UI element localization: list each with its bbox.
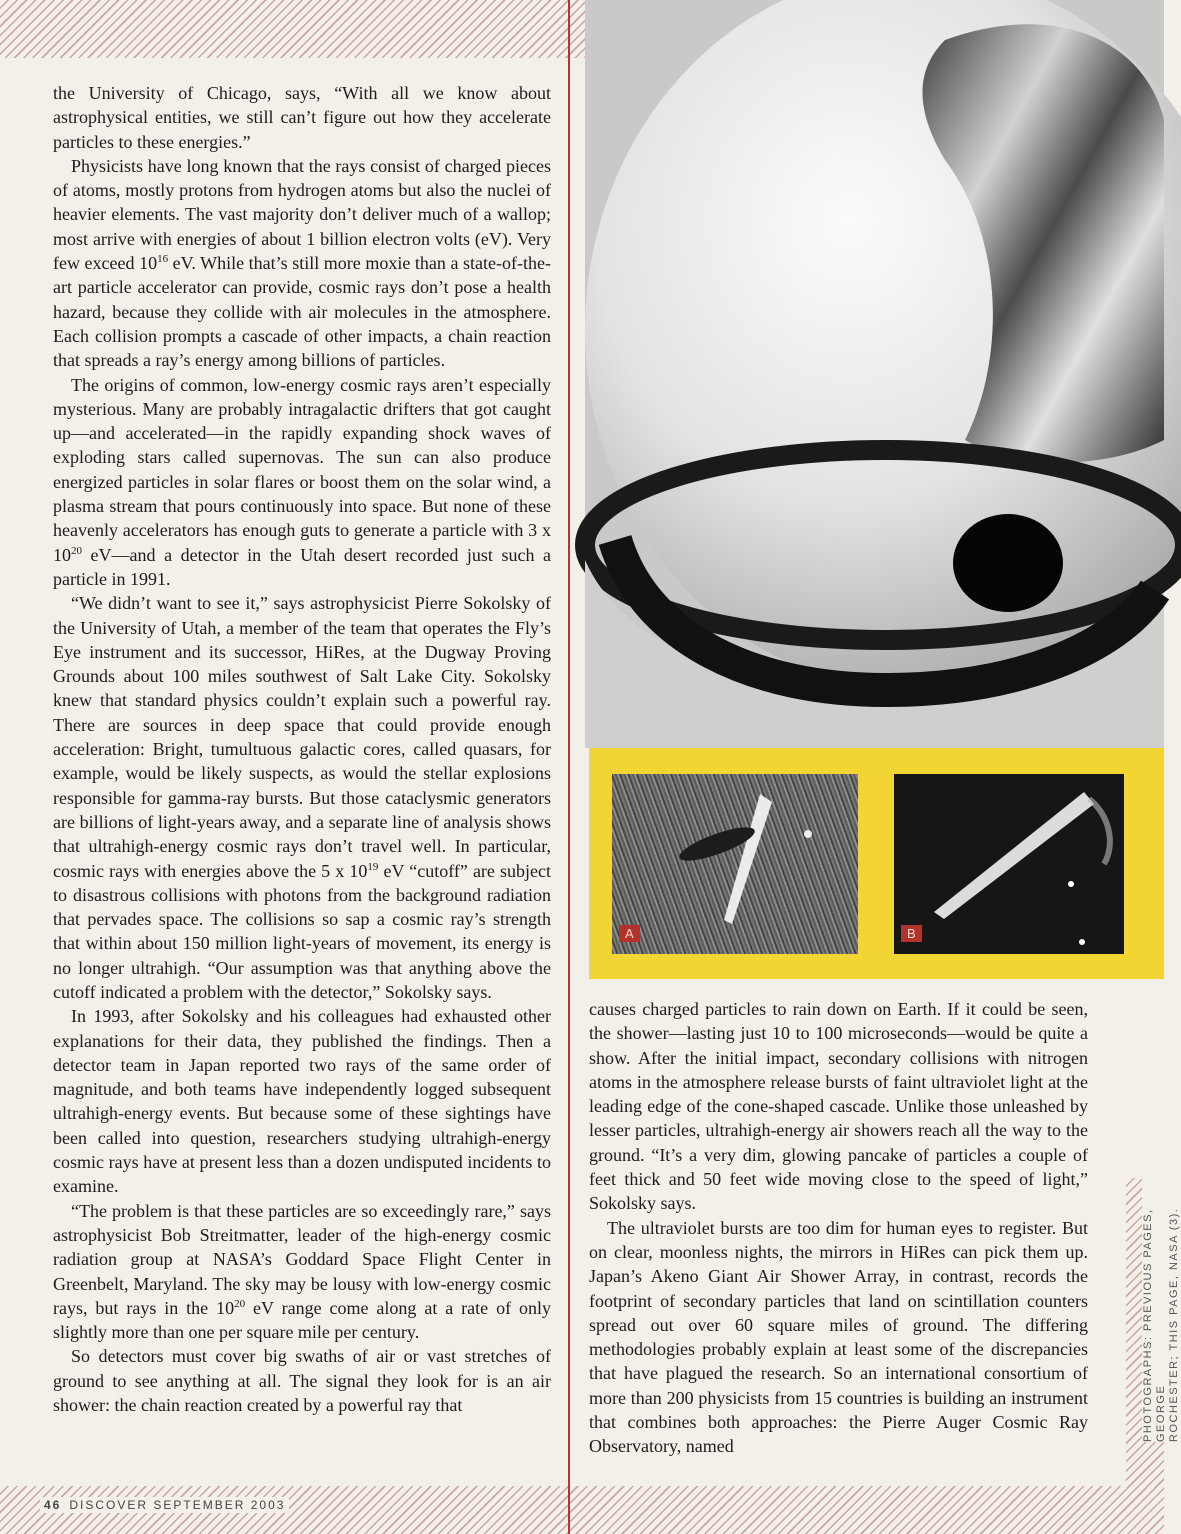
column-divider-rule [568, 0, 570, 1534]
paragraph: the University of Chicago, says, “With all we know about astrophysical entities, we still can’t figure out how they accelerate particles to these energies.” [53, 83, 551, 152]
detector-mirror-photo [585, 0, 1164, 748]
figure-label-a: A [619, 925, 640, 942]
paragraph: In 1993, after Sokolsky and his colleagues had exhausted other explanations for their data, they published the findings. Then a detector team in Japan reported two rays of the same order of magnitude, and both teams have independently logged subsequent ultrahigh-energy events. But because some of these sightings have been called into question, researchers studying ultrahigh-energy cosmic rays have at present less than a dozen undisputed incidents to examine. [53, 1006, 551, 1197]
paragraph: The origins of common, low-energy cosmic rays aren’t especially mysterious. Many are probably intragalactic drifters that got caught up—and accelerated—in the rapidly expanding shock waves of exploding stars called supernovas. The sun can also produce energized particles in solar flares or boost them on the solar wind, a plasma stream that pours continuously into space. But none of these heavenly accelerators has enough guts to generate a particle with 3 x $10^{20}$ eV—and a detector in the Utah desert recorded just such a particle in 1991. [53, 374, 551, 589]
paragraph: The ultraviolet bursts are too dim for human eyes to register. But on clear, moonless nights, the mirrors in HiRes can pick them up. Japan’s Akeno Giant Air Shower Array, in contrast, records the footprint of secondary particles that land on scintillation counters spread out over 60 square miles of ground. The differing methodologies probably explain at least some of the discrepancies that have plagued the research. So an international consortium of more than 200 physicists from 15 countries is building an instrument that combines both approaches: the Pierre Auger Cosmic Ray Observatory, named [589, 1217, 1088, 1457]
photo-credit: PHOTOGRAPHS: PREVIOUS PAGES, GEORGE ROCHESTER; THIS PAGE, NASA (3). [1142, 1152, 1181, 1442]
figure-label-b: B [901, 925, 922, 942]
shower-streak-b [894, 774, 1124, 954]
magazine-issue: DISCOVER SEPTEMBER 2003 [69, 1498, 286, 1512]
paragraph: Physicists have long known that the rays consist of charged pieces of atoms, mostly protons from hydrogen atoms but also the nuclei of heavier elements. The vast majority don’t deliver much of a wallop; most arrive with energies of about 1 billion electron volts (eV). Very few exceed $10^{16}$ eV. While that’s still more moxie than a state-of-the-art particle accelerator can provide, cosmic rays don’t pose a health hazard, because they collide with air molecules in the atmosphere. Each collision prompts a cascade of other impacts, a chain reaction that spreads a ray’s energy among billions of particles. [53, 155, 551, 371]
article-column-left [53, 81, 551, 1417]
paragraph: “The problem is that these particles are so exceedingly rare,” says astrophysicist Bob Streitmatter, leader of the high-energy cosmic radiation group at NASA’s Goddard Space Flight Center in Greenbelt, Maryland. The sky may be lousy with low-energy cosmic rays, but rays in the $10^{20}$ eV range come along at a rate of only slightly more than one per square mile per century. [53, 1200, 552, 1343]
figure-inset-panel [589, 748, 1164, 979]
shower-streak-a [612, 774, 858, 954]
article-column-right [589, 997, 1088, 1459]
paragraph: causes charged particles to rain down on Earth. If it could be seen, the shower—lasting just 10 to 100 microseconds—would be quite a show. After the initial impact, secondary collisions with nitrogen atoms in the atmosphere release bursts of faint ultraviolet light at the leading edge of the cone-shaped cascade. Unlike those unleashed by lesser particles, ultrahigh-energy air showers reach all the way to the ground. “It’s a very dim, glowing pancake of particles a couple of feet thick and 50 feet wide moving close to the speed of light,” Sokolsky says. [589, 999, 1088, 1214]
paragraph: “We didn’t want to see it,” says astrophysicist Pierre Sokolsky of the University of Utah, a member of the team that operates the Fly’s Eye instrument and its successor, HiRes, at the Dugway Proving Grounds about 100 miles southwest of Salt Lake City. Sokolsky knew that standard physics couldn’t explain such a powerful ray. There are sources in deep space that could provide enough acceleration: Bright, tumultuous galactic cores, called quasars, for example, would be likely suspects, as would the stellar explosions responsible for gamma-ray bursts. But those cataclysmic generators are billions of light-years away, and a separate line of analysis shows that ultrahigh-energy cosmic rays don’t travel well. In particular, cosmic rays with energies above the 5 x $10^{19}$ eV “cutoff” are subject to disastrous collisions with photons from the background radiation that pervades space. The collisions so sap a cosmic ray’s strength that within about 150 million light-years of movement, its energy is no longer ultrahigh. “Our assumption was that anything above the cutoff indicated a problem with the detector,” Sokolsky says. [53, 593, 551, 1002]
paragraph: So detectors must cover big swaths of air or vast stretches of ground to see anything at all. The signal they look for is an air shower: the chain reaction created by a powerful ray that [53, 1346, 551, 1416]
page-footer [40, 1497, 289, 1513]
air-shower-image-a [612, 774, 858, 954]
air-shower-image-b [894, 774, 1124, 954]
mirror-illustration [585, 0, 1164, 748]
page-number: 46 [44, 1498, 62, 1512]
